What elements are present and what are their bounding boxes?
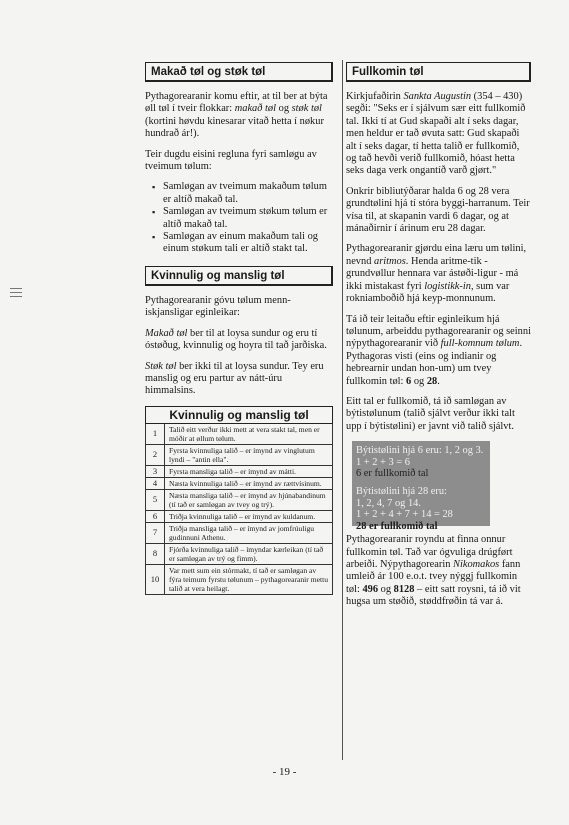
right-column [346,62,531,617]
list-item: ▪ Samløgan av tveimum støkum tølum er altíð makað tal. [163,206,333,231]
table-row: 1 Talið eitt verður ikki mett at vera stakt tal, men er móðir at øllum tølum. [146,423,333,444]
paragraph-samloga: Teir dugdu eisini regluna fyri samløgu av tveimum tølum: [145,148,317,173]
paragraph-fullkomin-tol: Tá ið teir leitaðu eftir eginleikum hjá tølunum, arbeiddu pythagorearanir og seinni nýpythagorearanir við full-komnum tølum. Pythagoras visti (eins og indianir og hebrearnir undan hon-um) um tvey fullkomin tøl: 6 og 28. [346,313,531,387]
paragraph-augustin: Kirkjufaðirin Sankta Augustin (354 – 430) segði: "Seks er í sjálvum sær eitt fullkomið tal. Ikki tí at Gud skapaði alt í seks dagar, men heldur er tað øvuta satt: Gud skapaði alt í seks dagar, tí hetta talið er fullkomið, og tað hevði verið fullkomið, hóast hetta seks daga verk ongantíð varð gjørt." [346,91,526,177]
table-row: 4 Næsta kvinnuliga talið – er ímynd av rættvísinum. [146,477,333,489]
section-heading-fullkomin: Fullkomin tøl [346,62,531,82]
paragraph-makad-tol: Makað tøl ber til at loysa sundur og eru tí óstøðug, kvinnulig og hoyra til tað jarðiska. [145,327,327,352]
table-heading: Kvinnulig og manslig tøl [146,406,333,423]
column-divider [342,60,343,760]
paragraph-eginleikar: Pythagorearanir góvu tølum menn-iskjansligar eginleikar: [145,294,291,319]
section-heading-kvinnulig: Kvinnulig og manslig tøl [145,266,333,286]
list-item: ▪ Samløgan av tveimum makaðum tølum er altíð makað tal. [163,181,333,206]
number-table [145,406,333,595]
paragraph-stok-tol: Støk tøl ber ikki til at loysa sundur. Tey eru manslig og eru partur av nátt-úru himmalsins. [145,360,324,397]
rule-list [145,181,333,255]
paragraph-definition: Eitt tal er fullkomið, tá ið samløgan av býtistølunum (talið sjálvt verður ikki talt upp í býtistølini) er javnt við talið sjálvt. [346,395,515,432]
perfect-number-box: Býtistølini hjá 6 eru: 1, 2 og 3. 1 + 2 + 3 = 6 6 er fullkomið tal Býtistølini hjá 28 eru: 1, 2, 4, 7 og 14. 1 + 2 + 4 + 7 + 14 = 28 28 er fullkomið tal [352,441,490,526]
paragraph-bibliutydarar: Onkrir bibliutýðarar halda 6 og 28 vera grundtølini hjá tí stóra byggi-harranum. Teir vísa til, at skapanin vardi 6 dagar, og at mánaðirnir í árinum eru 28 dagar. [346,185,530,235]
paragraph-makad-intro: Pythagorearanir komu eftir, at til ber at býta øll tøl í tveir flokkar: makað tøl og støk tøl (kortini høvdu kinesarar vitað hetta í nøkur hundrað ár!). [145,91,328,140]
list-item: ▪ Samløgan av einum makaðum tali og einum støkum tali er altíð stakt tal. [163,231,333,256]
table-row: 5 Næsta mansliga talið – er ímynd av hjúnabandinum (tí tað er samløgan av tvey og trý). [146,489,333,510]
table-row: 10 Var mett sum ein stórmakt, tí tað er samløgan av fýra teimum fyrstu tølunum – pythagorearanir mettu talið at vera heilagt. [146,564,333,594]
section-heading-makad: Makað tøl og støk tøl [145,62,333,82]
left-column [145,62,333,595]
paragraph-aritmos: Pythagorearanir gjørdu eina læru um tølini, nevnd aritmos. Henda aritme-tik - grundvøllur hennara var ástøði-ligur - má ikki mistakast fyri logistikk-in, sum var rokniamboðið hjá keyp-monnunum. [346,243,527,305]
paragraph-nikomakos: Pythagorearanir royndu at finna onnur fullkomin tøl. Tað var ógvuliga drúgført arbeiði. Nýpythagorearin Nikomakos fann umleið ár 100 e.o.t. tvey nýggj fullkomin tøl: 496 og 8128 – eitt satt roysni, tá ið vit hugsa um støðið, støddfrøðin tá var á. [346,534,521,608]
margin-mark [10,288,22,304]
table-row: 8 Fjórða kvinnuliga talið – ímyndar kærleikan (tí tað er samløgan av trý og fimm). [146,543,333,564]
table-row: 2 Fyrsta kvinnuliga talið – er ímynd av vinglutum lyndi – "antin ella". [146,444,333,465]
table-row: 3 Fyrsta mansliga talið – er ímynd av mátti. [146,465,333,477]
table-row: 6 Triðja kvinnuliga talið – er ímynd av kuldanum. [146,510,333,522]
table-row: 7 Triðja mansliga talið – er ímynd av jomfrúuligu gudinnuni Athenu. [146,522,333,543]
page-number: - 19 - [272,766,297,778]
